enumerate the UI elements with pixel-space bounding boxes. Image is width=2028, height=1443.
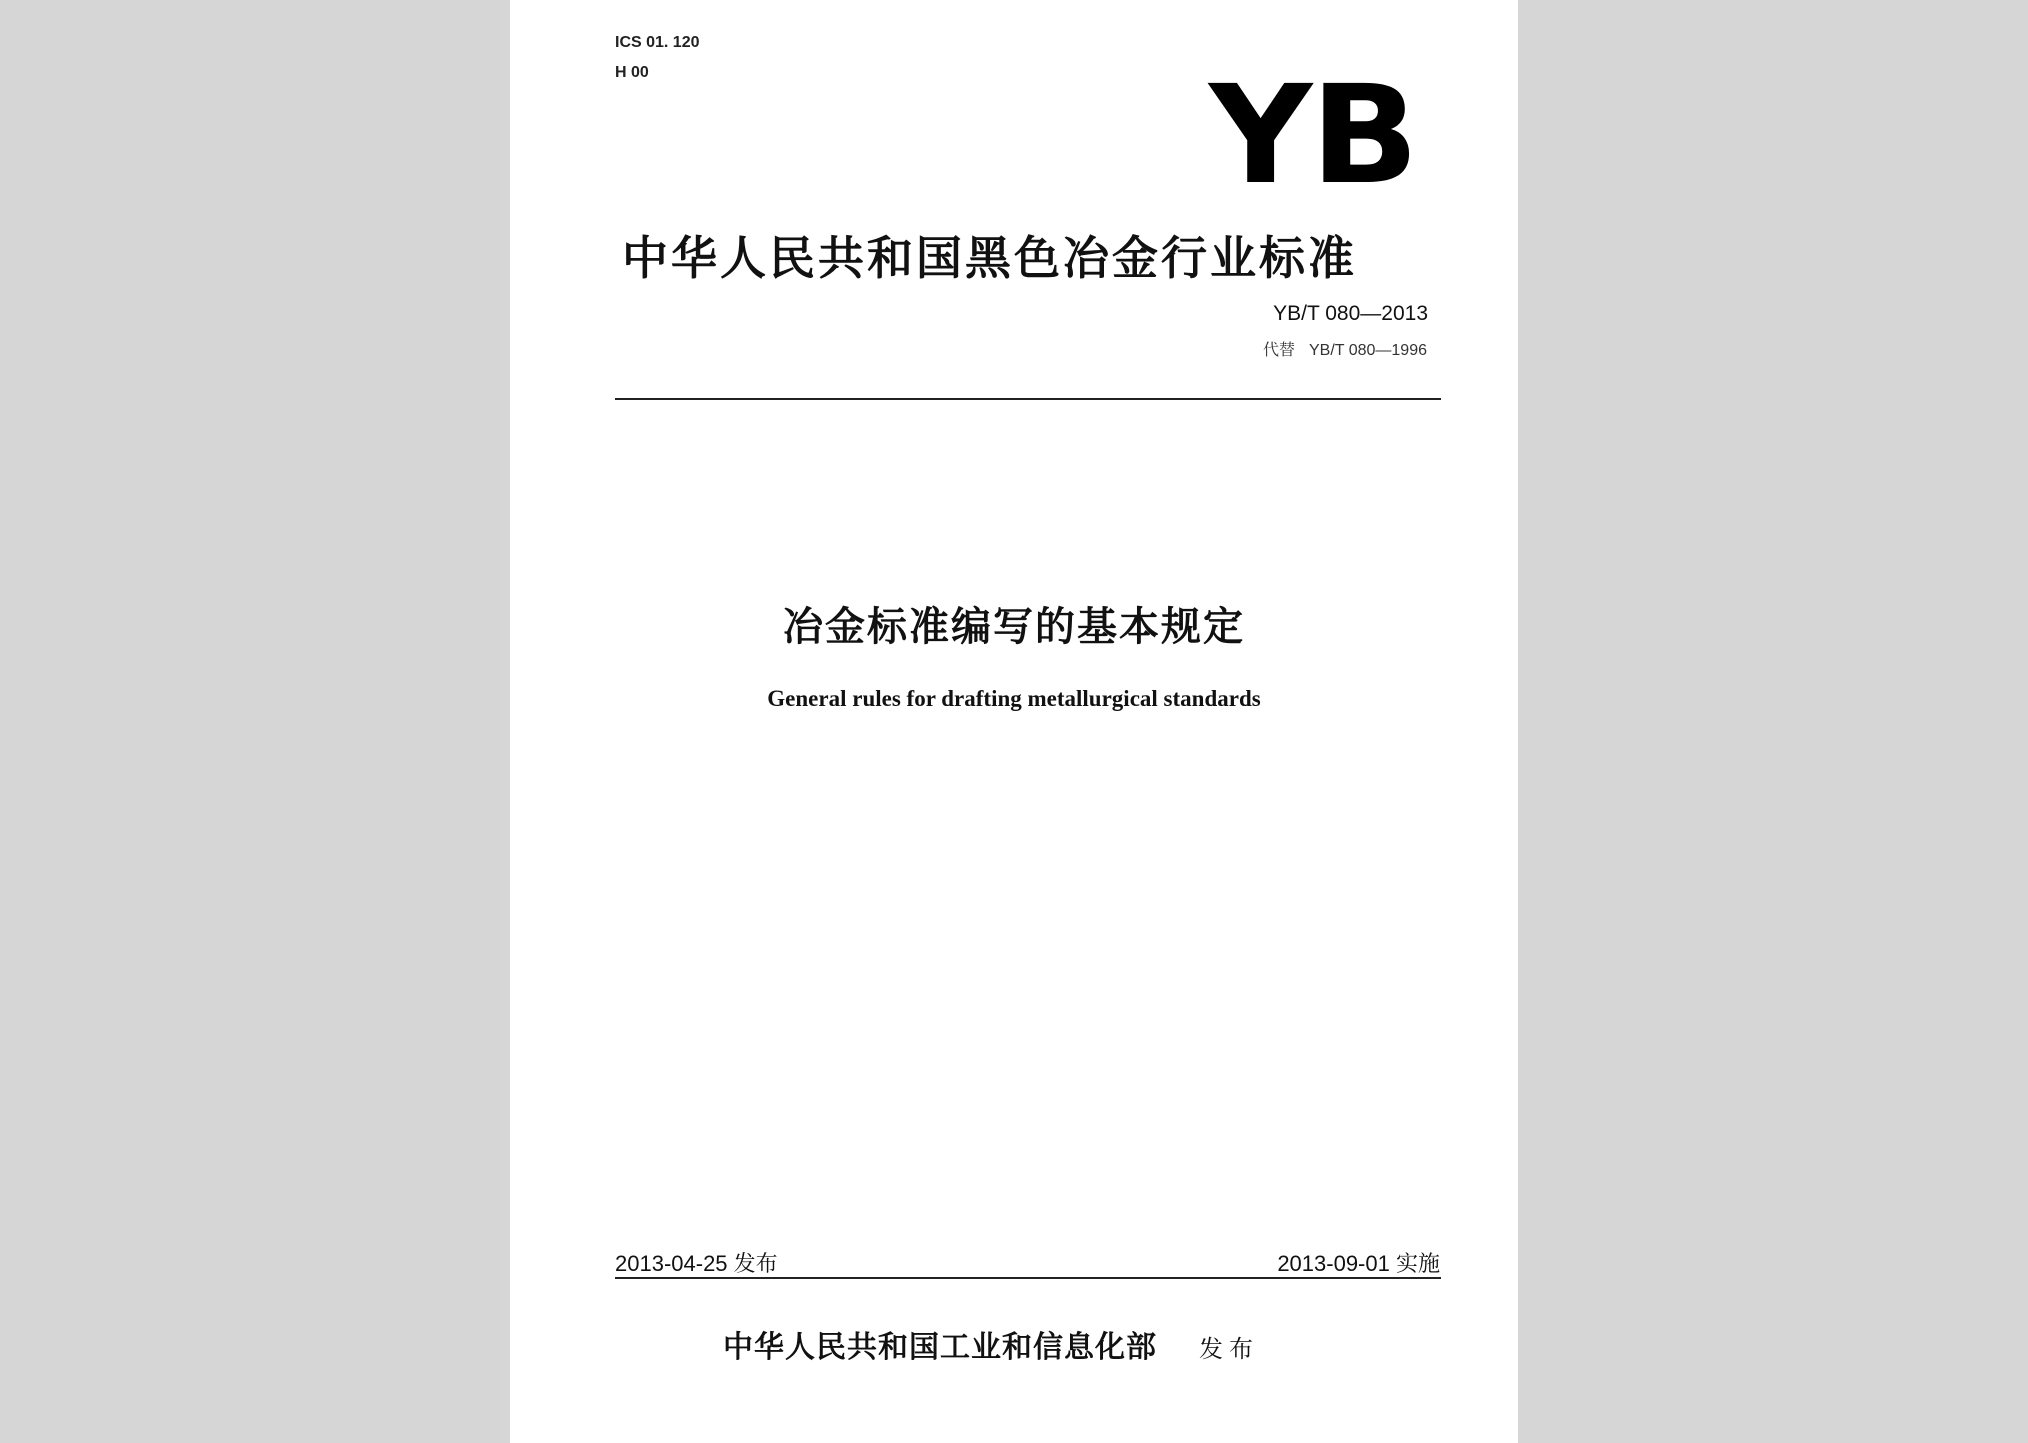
- ics-code: ICS 01. 120: [615, 34, 700, 51]
- top-divider: [615, 398, 1441, 400]
- document-title-zh: 冶金标准编写的基本规定: [783, 604, 1245, 650]
- replaces-code: YB/T 080—1996: [1308, 342, 1427, 359]
- bottom-divider: [615, 1277, 1441, 1279]
- document-page: [510, 0, 1518, 1443]
- replaces-label: 代替: [1262, 340, 1295, 359]
- effective-date-value: 2013-09-01: [1277, 1251, 1390, 1276]
- publisher-action: 发布: [1199, 1335, 1259, 1363]
- effective-date-label: 实施: [1395, 1252, 1440, 1277]
- publisher-name: 中华人民共和国工业和信息化部: [723, 1330, 1157, 1365]
- issue-date-label: 发布: [733, 1252, 778, 1277]
- class-code: H 00: [615, 64, 649, 81]
- document-title-en: General rules for drafting metallurgical standards: [767, 686, 1261, 711]
- publisher-line: [723, 1322, 1259, 1366]
- standard-number: YB/T 080—2013: [1273, 302, 1428, 325]
- replaces-line: [1263, 337, 1427, 360]
- issue-date: [615, 1247, 778, 1278]
- effective-date: [1277, 1247, 1440, 1278]
- yb-logo: YB: [1208, 57, 1417, 215]
- org-title: 中华人民共和国黑色冶金行业标准: [622, 231, 1357, 285]
- issue-date-value: 2013-04-25: [615, 1251, 728, 1276]
